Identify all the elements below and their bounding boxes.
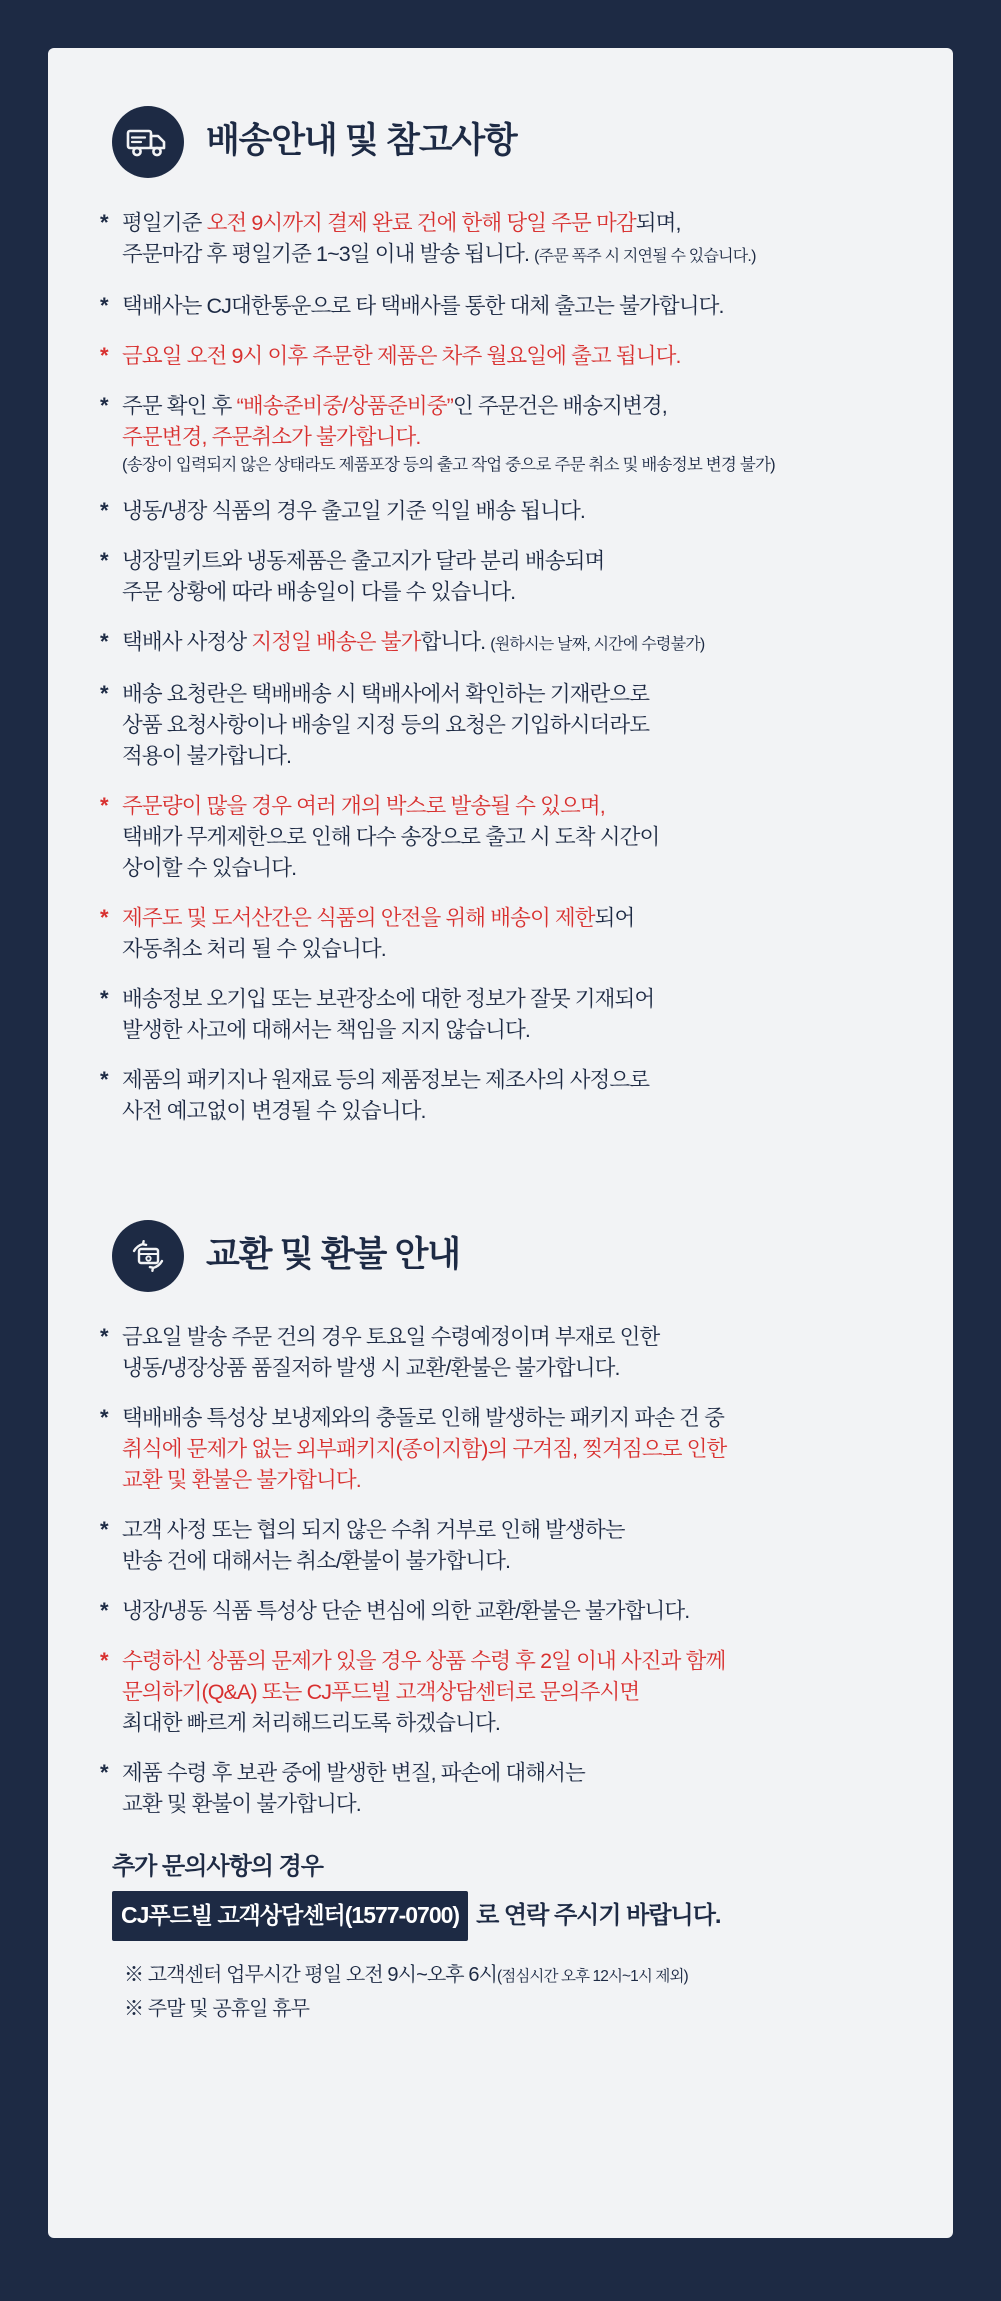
text-run: 택배배송 특성상 보냉제와의 충돌로 인해 발생하는 패키지 파손 건 중 bbox=[122, 1406, 724, 1430]
refund-section-header bbox=[112, 1220, 901, 1292]
notice-line bbox=[122, 822, 901, 853]
text-run: 제주도 및 도서산간은 식품의 안전을 위해 배송이 제한 bbox=[122, 906, 595, 930]
refund-notice-item bbox=[100, 1403, 901, 1496]
truck-icon bbox=[112, 106, 184, 178]
notice-line bbox=[122, 1596, 901, 1627]
shipping-notice-item bbox=[100, 679, 901, 772]
refund-notice-list bbox=[100, 1322, 901, 1820]
shipping-notice-text bbox=[122, 791, 901, 884]
text-run: 상품 요청사항이나 배송일 지정 등의 요청은 기입하시더라도 bbox=[122, 713, 650, 737]
notice-line bbox=[122, 1465, 901, 1496]
bullet-marker: * bbox=[100, 293, 109, 318]
bullet-marker: * bbox=[100, 210, 109, 235]
bullet-marker: * bbox=[100, 1517, 109, 1542]
text-run: 주문마감 후 평일기준 1~3일 이내 발송 됩니다. bbox=[122, 242, 535, 266]
bullet-marker: * bbox=[100, 1760, 109, 1785]
bullet-marker: * bbox=[100, 905, 109, 930]
refund-notice-item bbox=[100, 1758, 901, 1820]
shipping-notice-list bbox=[100, 208, 901, 1127]
bullet-marker: * bbox=[100, 498, 109, 523]
shipping-notice-text bbox=[122, 679, 901, 772]
notice-line bbox=[122, 934, 901, 965]
text-run: 냉장/냉동 식품 특성상 단순 변심에 의한 교환/환불은 불가합니다. bbox=[122, 1599, 690, 1623]
text-run: 문의하기(Q&A) 또는 CJ푸드빌 고객상담센터로 문의주시면 bbox=[122, 1680, 640, 1704]
refund-notice-text bbox=[122, 1515, 901, 1577]
bullet-marker: * bbox=[100, 629, 109, 654]
text-run: 주문 확인 후 bbox=[122, 394, 237, 418]
notice-line bbox=[122, 1322, 901, 1353]
text-run: 인 주문건은 배송지변경, bbox=[452, 394, 667, 418]
notice-line bbox=[122, 453, 901, 477]
text-run: 고객 사정 또는 협의 되지 않은 수취 거부로 인해 발생하는 bbox=[122, 1518, 625, 1542]
text-run: 주문변경, 주문취소가 불가합니다. bbox=[122, 425, 421, 449]
operating-hours bbox=[124, 1959, 901, 2025]
text-run: 제품의 패키지나 원재료 등의 제품정보는 제조사의 사정으로 bbox=[122, 1068, 650, 1092]
shipping-notice-item bbox=[100, 1065, 901, 1127]
text-run: 배송정보 오기입 또는 보관장소에 대한 정보가 잘못 기재되어 bbox=[122, 987, 655, 1011]
notice-line bbox=[122, 496, 901, 527]
shipping-notice-item bbox=[100, 341, 901, 372]
notice-line bbox=[122, 239, 901, 272]
bullet-marker: * bbox=[100, 986, 109, 1011]
text-run: 되며, bbox=[635, 211, 681, 235]
notice-line bbox=[122, 422, 901, 453]
notice-line bbox=[122, 1015, 901, 1046]
text-run: 합니다. bbox=[420, 630, 491, 654]
notice-line bbox=[122, 391, 901, 422]
shipping-notice-item bbox=[100, 208, 901, 272]
shipping-notice-item bbox=[100, 291, 901, 322]
hours-line bbox=[124, 1993, 901, 2025]
text-run: 지정일 배송은 불가 bbox=[251, 630, 421, 654]
refund-notice-text bbox=[122, 1758, 901, 1820]
shipping-section-title: 배송안내 및 참고사항 bbox=[206, 120, 517, 160]
bullet-marker: * bbox=[100, 343, 109, 368]
shipping-notice-text bbox=[122, 208, 901, 272]
contact-center-suffix: 로 연락 주시기 바랍니다. bbox=[476, 1902, 721, 1929]
refund-section-title: 교환 및 환불 안내 bbox=[206, 1234, 460, 1274]
text-run: 택배사 사정상 bbox=[122, 630, 252, 654]
text-run: 적용이 불가합니다. bbox=[122, 744, 292, 768]
text-run: 평일기준 bbox=[122, 211, 207, 235]
shipping-notice-text bbox=[122, 1065, 901, 1127]
text-run: 주문 상황에 따라 배송일이 다를 수 있습니다. bbox=[122, 580, 516, 604]
notice-line bbox=[122, 341, 901, 372]
shipping-notice-text bbox=[122, 903, 901, 965]
notice-line bbox=[122, 1789, 901, 1820]
notice-line bbox=[122, 1434, 901, 1465]
bullet-marker: * bbox=[100, 1067, 109, 1092]
notice-line bbox=[122, 546, 901, 577]
notice-line bbox=[122, 1677, 901, 1708]
text-run: 오전 9시까지 결제 완료 건에 한해 당일 주문 마감 bbox=[206, 211, 636, 235]
text-run: (송장이 입력되지 않은 상태라도 제품포장 등의 출고 작업 중으로 주문 취소 및 배송정보 변경 불가) bbox=[122, 456, 775, 474]
shipping-notice-item bbox=[100, 627, 901, 660]
refund-notice-text bbox=[122, 1403, 901, 1496]
shipping-notice-item bbox=[100, 903, 901, 965]
text-run: 반송 건에 대해서는 취소/환불이 불가합니다. bbox=[122, 1549, 511, 1573]
text-run: 택배가 무게제한으로 인해 다수 송장으로 출고 시 도착 시간이 bbox=[122, 825, 660, 849]
notice-line bbox=[122, 1403, 901, 1434]
text-run: 교환 및 환불은 불가합니다. bbox=[122, 1468, 361, 1492]
notice-line bbox=[122, 1708, 901, 1739]
shipping-notice-text bbox=[122, 546, 901, 608]
shipping-section-header bbox=[112, 106, 901, 178]
notice-line bbox=[122, 1065, 901, 1096]
text-run: 금요일 발송 주문 건의 경우 토요일 수령예정이며 부재로 인한 bbox=[122, 1325, 660, 1349]
shipping-notice-item bbox=[100, 496, 901, 527]
text-run: 최대한 빠르게 처리해드리도록 하겠습니다. bbox=[122, 1711, 500, 1735]
text-run: 냉동/냉장 식품의 경우 출고일 기준 익일 배송 됩니다. bbox=[122, 499, 585, 523]
notice-line bbox=[122, 1096, 901, 1127]
text-run: 취식에 문제가 없는 외부패키지(종이지함)의 구겨짐, 찢겨짐으로 인한 bbox=[122, 1437, 727, 1461]
text-run: 되어 bbox=[594, 906, 635, 930]
refund-notice-item bbox=[100, 1646, 901, 1739]
shipping-notice-item bbox=[100, 984, 901, 1046]
bullet-marker: * bbox=[100, 1405, 109, 1430]
bullet-marker: * bbox=[100, 393, 109, 418]
text-run: 금요일 오전 9시 이후 주문한 제품은 차주 월요일에 출고 됩니다. bbox=[122, 344, 681, 368]
notice-line bbox=[122, 1646, 901, 1677]
customer-center-badge[interactable]: CJ푸드빌 고객상담센터(1577-0700) bbox=[112, 1891, 468, 1941]
shipping-notice-text bbox=[122, 627, 901, 660]
text-run: 배송 요청란은 택배배송 시 택배사에서 확인하는 기재란으로 bbox=[122, 682, 650, 706]
notice-line bbox=[122, 741, 901, 772]
refund-notice-text bbox=[122, 1646, 901, 1739]
text-run: 사전 예고없이 변경될 수 있습니다. bbox=[122, 1099, 426, 1123]
contact-heading: 추가 문의사항의 경우 bbox=[112, 1853, 323, 1880]
contact-block bbox=[112, 1850, 901, 2025]
notice-line bbox=[122, 710, 901, 741]
text-run: 냉동/냉장상품 품질저하 발생 시 교환/환불은 불가합니다. bbox=[122, 1356, 620, 1380]
shipping-notice-item bbox=[100, 791, 901, 884]
bullet-marker: * bbox=[100, 1598, 109, 1623]
hours-note: (점심시간 오후 12시~1시 제외) bbox=[497, 1968, 688, 1985]
notice-line bbox=[122, 903, 901, 934]
text-run: 택배사는 CJ대한통운으로 타 택배사를 통한 대체 출고는 불가합니다. bbox=[122, 294, 724, 318]
bullet-marker: * bbox=[100, 1324, 109, 1349]
refund-notice-item bbox=[100, 1596, 901, 1627]
notice-line bbox=[122, 853, 901, 884]
refund-notice-item bbox=[100, 1515, 901, 1577]
hours-line bbox=[124, 1959, 901, 1993]
text-run: (주문 폭주 시 지연될 수 있습니다.) bbox=[534, 248, 756, 265]
notice-line bbox=[122, 1515, 901, 1546]
text-run: 자동취소 처리 될 수 있습니다. bbox=[122, 937, 386, 961]
text-run: “배송준비중/상품준비중” bbox=[236, 394, 453, 418]
hours-main: ※ 고객센터 업무시간 평일 오전 9시~오후 6시 bbox=[124, 1964, 497, 1986]
notice-card bbox=[48, 48, 953, 2238]
bullet-marker: * bbox=[100, 548, 109, 573]
text-run: 수령하신 상품의 문제가 있을 경우 상품 수령 후 2일 이내 사진과 함께 bbox=[122, 1649, 726, 1673]
notice-line bbox=[122, 679, 901, 710]
notice-line bbox=[122, 208, 901, 239]
refund-notice-text bbox=[122, 1596, 901, 1627]
text-run: 교환 및 환불이 불가합니다. bbox=[122, 1792, 361, 1816]
notice-line bbox=[122, 627, 901, 660]
hours-main: ※ 주말 및 공휴일 휴무 bbox=[124, 1998, 310, 2020]
shipping-notice-text bbox=[122, 391, 901, 477]
notice-line bbox=[122, 1758, 901, 1789]
text-run: 발생한 사고에 대해서는 책임을 지지 않습니다. bbox=[122, 1018, 530, 1042]
notice-line bbox=[122, 577, 901, 608]
notice-line bbox=[122, 1546, 901, 1577]
shipping-notice-item bbox=[100, 546, 901, 608]
bullet-marker: * bbox=[100, 681, 109, 706]
contact-center-line bbox=[112, 1891, 901, 1941]
text-run: (원하시는 날짜, 시간에 수령불가) bbox=[490, 636, 705, 653]
bullet-marker: * bbox=[100, 1648, 109, 1673]
section-spacer bbox=[100, 1146, 901, 1220]
notice-line bbox=[122, 984, 901, 1015]
text-run: 냉장밀키트와 냉동제품은 출고지가 달라 분리 배송되며 bbox=[122, 549, 605, 573]
refund-notice-item bbox=[100, 1322, 901, 1384]
notice-line bbox=[122, 1353, 901, 1384]
notice-line bbox=[122, 791, 901, 822]
notice-line bbox=[122, 291, 901, 322]
text-run: 상이할 수 있습니다. bbox=[122, 856, 297, 880]
shipping-notice-item bbox=[100, 391, 901, 477]
shipping-notice-text bbox=[122, 291, 901, 322]
exchange-icon bbox=[112, 1220, 184, 1292]
shipping-notice-text bbox=[122, 984, 901, 1046]
shipping-notice-text bbox=[122, 341, 901, 372]
text-run: 주문량이 많을 경우 여러 개의 박스로 발송될 수 있으며, bbox=[122, 794, 605, 818]
shipping-notice-text bbox=[122, 496, 901, 527]
bullet-marker: * bbox=[100, 793, 109, 818]
text-run: 제품 수령 후 보관 중에 발생한 변질, 파손에 대해서는 bbox=[122, 1761, 585, 1785]
refund-notice-text bbox=[122, 1322, 901, 1384]
